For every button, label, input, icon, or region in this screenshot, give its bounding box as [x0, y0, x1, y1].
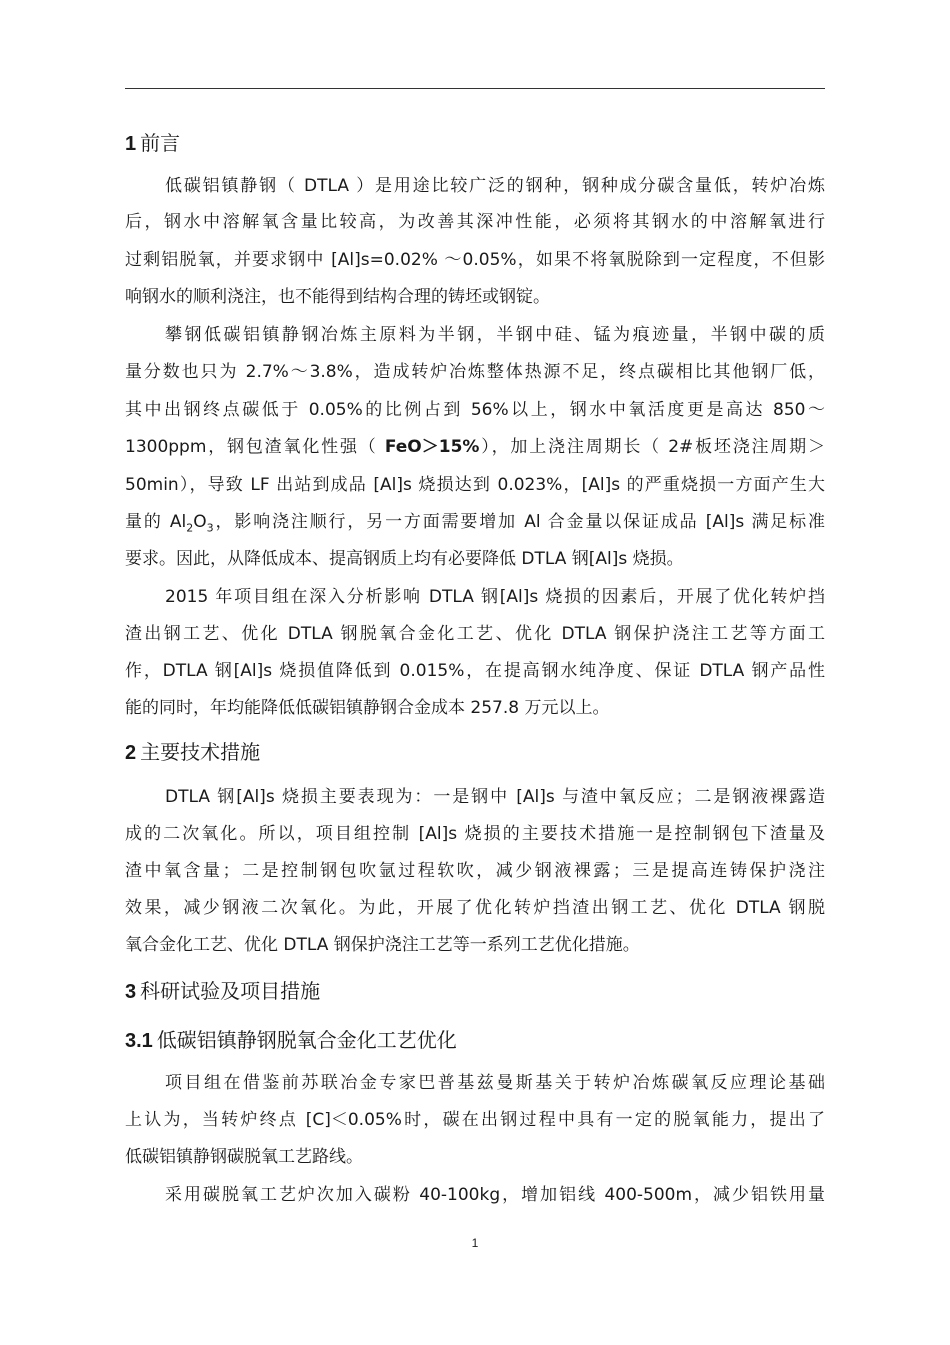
- text-span: 1300ppm，钢包渣氧化性强（: [125, 437, 385, 457]
- text-line: 后，钢水中溶解氧含量比较高，为改善其深冲性能，必须将其钢水的中溶解氧进行: [125, 212, 825, 232]
- text-span: O: [193, 512, 207, 532]
- text-line: [125, 429, 825, 465]
- text-line: 氧合金化工艺、优化 DTLA 钢保护浇注工艺等一系列工艺优化措施。: [125, 935, 640, 955]
- text-line: 渣出钢工艺、优化 DTLA 钢脱氧合金化工艺、优化 DTLA 钢保护浇注工艺等方面工: [125, 624, 825, 644]
- feo-bold: FeO＞15%: [384, 437, 480, 457]
- text-line: 其中出钢终点碳低于 0.05%的比例占到 56%以上，钢水中氧活度更是高达 850～: [125, 400, 825, 420]
- section-number: 2: [125, 742, 137, 764]
- subscript: 2: [186, 521, 194, 535]
- section-number: 3.1: [125, 1030, 153, 1052]
- section-heading-3: [125, 975, 320, 1007]
- text-line: 过剩铝脱氧，并要求钢中 [Al]s=0.02% ～0.05%，如果不将氧脱除到一定程度，不但影: [125, 250, 825, 270]
- text-line: 低碳铝镇静钢碳脱氧工艺路线。: [125, 1147, 363, 1167]
- text-span: ），加上浇注周期长（ 2#板坯浇注周期＞: [479, 437, 825, 457]
- text-span: ，影响浇注顺行，另一方面需要增加 Al 合金量以保证成品 [Al]s 满足标准: [213, 512, 825, 532]
- section-title: 前言: [140, 131, 181, 155]
- header-rule: [125, 88, 825, 89]
- text-line: 响钢水的顺利浇注，也不能得到结构合理的铸坯或钢锭。: [125, 287, 550, 307]
- subscript: 3: [206, 521, 214, 535]
- text-line: 成的二次氧化。所以，项目组控制 [Al]s 烧损的主要技术措施一是控制钢包下渣量及: [125, 824, 825, 844]
- section-title: 主要技术措施: [140, 740, 261, 764]
- section-number: 3: [125, 981, 137, 1003]
- text-line: 要求。因此，从降低成本、提高钢质上均有必要降低 DTLA 钢[Al]s 烧损。: [125, 549, 684, 569]
- text-line: 采用碳脱氧工艺炉次加入碳粉 40-100kg，增加铝线 400-500m，减少铝铁用量: [165, 1185, 825, 1205]
- section-heading-1: [125, 127, 180, 159]
- text-line: 能的同时，年均能降低低碳铝镇静钢合金成本 257.8 万元以上。: [125, 698, 610, 718]
- section-title: 科研试验及项目措施: [140, 979, 321, 1003]
- text-line: [125, 504, 825, 540]
- text-line: 量分数也只为 2.7%～3.8%，造成转炉冶炼整体热源不足，终点碳相比其他钢厂低，: [125, 362, 825, 382]
- text-line: 攀钢低碳铝镇静钢冶炼主原料为半钢，半钢中硅、锰为痕迹量，半钢中碳的质: [165, 325, 825, 345]
- section-number: 1: [125, 133, 137, 155]
- section-title: 低碳铝镇静钢脱氧合金化工艺优化: [156, 1028, 457, 1052]
- text-line: 低碳铝镇静钢（ DTLA ）是用途比较广泛的钢种，钢种成分碳含量低，转炉冶炼: [165, 176, 825, 196]
- text-line: 渣中氧含量；二是控制钢包吹氩过程软吹，减少钢液裸露；三是提高连铸保护浇注: [125, 861, 825, 881]
- text-line: DTLA 钢[Al]s 烧损主要表现为：一是钢中 [Al]s 与渣中氧反应；二是钢液裸露造: [165, 787, 825, 807]
- text-line: 50min），导致 LF 出站到成品 [Al]s 烧损达到 0.023%，[Al]s 的严重烧损一方面产生大: [125, 475, 825, 495]
- section-heading-2: [125, 736, 260, 768]
- text-line: 作，DTLA 钢[Al]s 烧损值降低到 0.015%，在提高钢水纯净度、保证 DTLA 钢产品性: [125, 661, 825, 681]
- section-heading-3-1: [125, 1024, 457, 1056]
- text-line: 上认为，当转炉终点 [C]＜0.05%时，碳在出钢过程中具有一定的脱氧能力，提出了: [125, 1110, 825, 1130]
- text-line: 效果，减少钢液二次氧化。为此，开展了优化转炉挡渣出钢工艺、优化 DTLA 钢脱: [125, 898, 825, 918]
- text-line: 2015 年项目组在深入分析影响 DTLA 钢[Al]s 烧损的因素后，开展了优化转炉挡: [165, 587, 825, 607]
- text-line: 项目组在借鉴前苏联冶金专家巴普基兹曼斯基关于转炉冶炼碳氧反应理论基础: [165, 1073, 825, 1093]
- page-number: 1: [471, 1236, 479, 1250]
- text-span: 量的 Al: [125, 512, 187, 532]
